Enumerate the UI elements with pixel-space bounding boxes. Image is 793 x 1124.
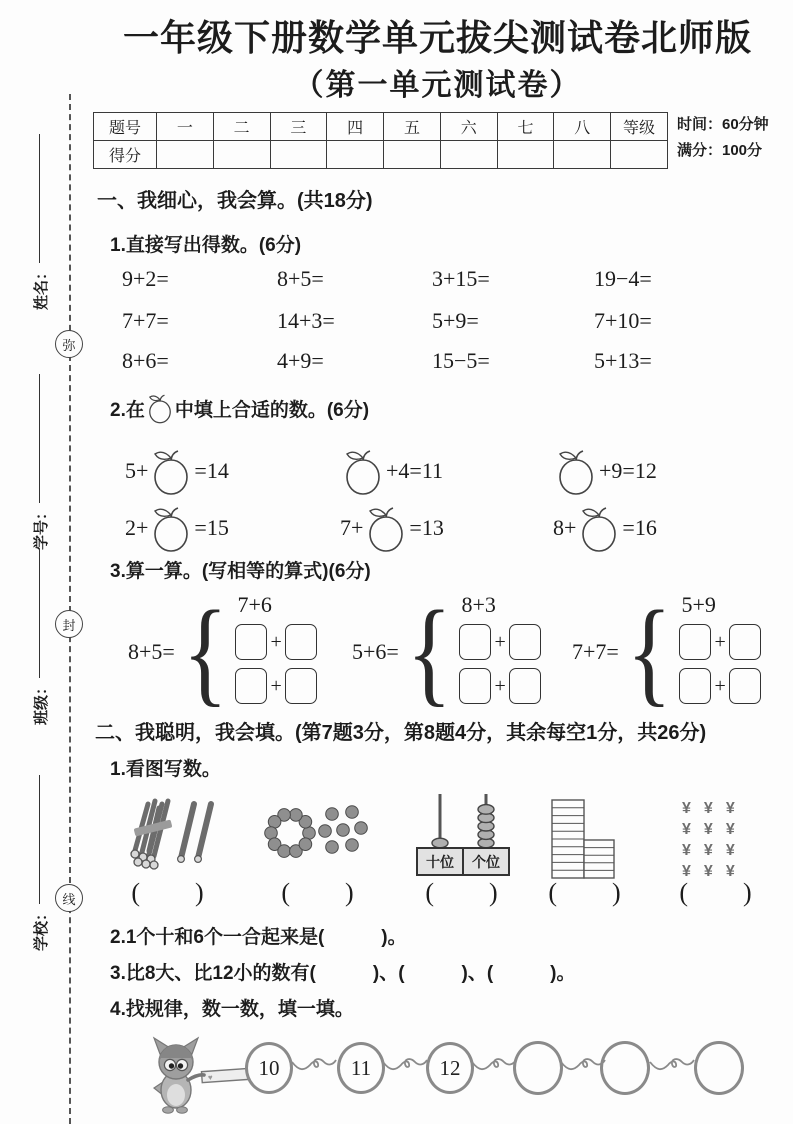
score-header-cell: 四 (327, 113, 384, 141)
apple-equation (553, 503, 657, 553)
answer-box (679, 624, 711, 660)
score-cell (497, 141, 554, 169)
block-stack-icon (550, 798, 618, 880)
seal-field-student-id-line (38, 374, 40, 503)
q3-options (235, 592, 316, 712)
q3-hint: 7+6 (237, 592, 272, 617)
apple-icon (148, 503, 194, 553)
apple-eq-post: +4=11 (386, 458, 443, 483)
score-cell (384, 141, 441, 169)
apple-eq-post: =15 (194, 515, 229, 540)
q3-answer-row (459, 624, 540, 660)
score-cell (327, 141, 384, 169)
seal-char-2: 封 (55, 610, 83, 638)
score-table-header-row (94, 113, 668, 141)
plus-sign: + (714, 630, 726, 653)
time-score-info (677, 112, 769, 165)
apple-eq-pre: 2+ (125, 515, 149, 540)
q2-title-pre: 2.在 (110, 399, 145, 421)
tally-mark: ¥ (703, 800, 713, 817)
apple-icon (340, 446, 386, 496)
q3-equation: 8+5= (128, 639, 175, 664)
section1-q1-title: 1.直接写出得数。(6分) (110, 235, 302, 256)
seal-field-school (29, 775, 51, 951)
score-table-score-row (94, 141, 668, 169)
seal-field-student-id-label: 学号： (33, 504, 50, 550)
section2-q2: 2.1个十和6个一合起来是( )。 (110, 927, 407, 948)
tally-mark: ¥ (682, 821, 691, 838)
seal-field-name (29, 134, 51, 310)
full-score: 满分：100分 (677, 142, 763, 160)
equation: 7+10= (594, 308, 652, 333)
section2-q3: 3.比8大、比12小的数有( )、( )、( )。 (110, 963, 576, 984)
sequence-circle-empty (513, 1041, 563, 1095)
q3-group-3 (572, 586, 761, 717)
plus-sign: + (714, 674, 726, 697)
q3-answer-row (459, 668, 540, 704)
equation: 9+2= (122, 266, 169, 291)
answer-box (235, 624, 267, 660)
equation: 8+5= (277, 266, 324, 291)
squiggle-connector (471, 1056, 517, 1076)
apple-eq-post: =13 (409, 515, 444, 540)
q3-options (459, 592, 540, 712)
score-header-cell: 五 (384, 113, 441, 141)
apple-equation (553, 446, 657, 496)
answer-box (235, 668, 267, 704)
equation: 5+13= (594, 348, 652, 373)
score-table (93, 112, 668, 169)
seal-field-name-line (38, 134, 40, 263)
answer-box (729, 668, 761, 704)
seal-char-1: 弥 (55, 330, 83, 358)
apple-icon (553, 446, 599, 496)
equation: 3+15= (432, 266, 490, 291)
seal-field-name-label: 姓名： (33, 264, 50, 310)
plus-sign: + (270, 674, 282, 697)
svg-text:♥: ♥ (207, 1072, 213, 1083)
seal-field-class (29, 549, 51, 725)
curly-brace: { (182, 586, 228, 717)
tally-marks-icon (682, 800, 735, 881)
q3-hint: 5+9 (681, 592, 716, 617)
equation: 19−4= (594, 266, 652, 291)
tally-mark: ¥ (703, 863, 713, 880)
abacus-ones-label: 个位 (472, 854, 500, 870)
answer-paren: ( ) (679, 878, 753, 907)
tally-mark: ¥ (725, 863, 735, 880)
apple-icon (148, 446, 194, 496)
sequence-circle-empty (600, 1041, 650, 1095)
tally-mark: ¥ (682, 863, 691, 880)
seal-field-student-id (29, 374, 51, 550)
equation: 14+3= (277, 308, 335, 333)
q3-answer-row (235, 624, 316, 660)
time-limit: 时间：60分钟 (677, 116, 769, 133)
seal-char-3: 线 (55, 884, 83, 912)
sequence-circle: 10 (245, 1042, 293, 1094)
answer-paren: ( ) (281, 878, 355, 907)
apple-eq-post: +9=12 (599, 458, 657, 483)
q1-row-2 (122, 308, 722, 334)
sequence-circle: 11 (337, 1042, 385, 1094)
apple-equation (125, 503, 229, 553)
section1-q3-title: 3.算一算。(写相等的算式)(6分) (110, 561, 371, 582)
score-cell (554, 141, 611, 169)
section2-q1-title: 1.看图写数。 (110, 759, 221, 780)
apple-icon (576, 503, 622, 553)
q3-options (679, 592, 760, 712)
page-title-line1: 一年级下册数学单元拔尖测试卷北师版 (122, 18, 752, 58)
q1-row-3 (122, 348, 722, 374)
stick-bundle-icon (118, 796, 224, 876)
score-header-cell: 等级 (611, 113, 668, 141)
apple-eq-post: =14 (194, 458, 229, 483)
answer-paren: ( ) (425, 878, 499, 907)
apple-eq-pre: 7+ (340, 515, 364, 540)
q3-equation: 5+6= (352, 639, 399, 664)
abacus-icon (415, 792, 511, 880)
tally-mark: ¥ (703, 821, 713, 838)
plus-sign: + (494, 630, 506, 653)
q3-answer-row (679, 624, 760, 660)
q3-answer-row (679, 668, 760, 704)
apple-eq-pre: 5+ (125, 458, 149, 483)
bead-ring-icon (262, 800, 372, 866)
q3-answer-row (235, 668, 316, 704)
equation: 7+7= (122, 308, 169, 333)
score-header-cell: 六 (440, 113, 497, 141)
q3-group-1 (128, 586, 317, 717)
curly-brace: { (406, 586, 452, 717)
page-title-line2: （第一单元测试卷） (293, 69, 582, 102)
seal-field-class-line (38, 549, 40, 678)
apple-equation (340, 503, 444, 553)
plus-sign: + (270, 630, 282, 653)
seal-field-school-line (38, 775, 40, 904)
sequence-circle-empty (694, 1041, 744, 1095)
score-header-cell: 八 (554, 113, 611, 141)
score-cell (157, 141, 214, 169)
score-cell (440, 141, 497, 169)
score-cell (213, 141, 270, 169)
answer-box (459, 624, 491, 660)
plus-sign: + (494, 674, 506, 697)
answer-box (509, 668, 541, 704)
apple-equation (125, 446, 229, 496)
tally-mark: ¥ (725, 842, 735, 859)
answer-box (509, 624, 541, 660)
apple-icon (363, 503, 409, 553)
tally-mark: ¥ (725, 800, 735, 817)
squiggle-connector (649, 1056, 695, 1076)
apple-eq-post: =16 (622, 515, 657, 540)
seal-field-class-label: 班级： (33, 679, 50, 725)
squiggle-connector (382, 1056, 428, 1076)
squiggle-connector (560, 1056, 606, 1076)
equation: 5+9= (432, 308, 479, 333)
q1-row-1 (122, 266, 722, 292)
tally-mark: ¥ (682, 800, 691, 817)
answer-box (285, 668, 317, 704)
q3-equation: 7+7= (572, 639, 619, 664)
answer-paren: ( ) (548, 878, 622, 907)
curly-brace: { (626, 586, 672, 717)
score-header-cell: 题号 (94, 113, 157, 141)
tally-mark: ¥ (703, 842, 713, 859)
score-cell (270, 141, 327, 169)
apple-icon (145, 392, 175, 424)
answer-box (285, 624, 317, 660)
section2-heading: 二、我聪明，我会填。(第7题3分，第8题4分，其余每空1分，共26分) (95, 722, 707, 744)
q3-group-2 (352, 586, 541, 717)
answer-paren: ( ) (131, 878, 205, 907)
apple-equation (340, 446, 443, 496)
score-row-label: 得分 (94, 141, 157, 169)
answer-box (729, 624, 761, 660)
score-cell (611, 141, 668, 169)
q3-hint: 8+3 (461, 592, 496, 617)
answer-box (459, 668, 491, 704)
sequence-circle: 12 (426, 1042, 474, 1094)
tally-mark: ¥ (725, 821, 735, 838)
section1-heading: 一、我细心，我会算。(共18分) (97, 190, 373, 212)
apple-eq-pre: 8+ (553, 515, 577, 540)
equation: 8+6= (122, 348, 169, 373)
seal-field-school-label: 学校： (33, 905, 50, 951)
score-header-cell: 二 (213, 113, 270, 141)
section1-q2-title (110, 392, 369, 424)
abacus-tens-label: 十位 (426, 854, 454, 870)
score-header-cell: 三 (270, 113, 327, 141)
equation: 15−5= (432, 348, 490, 373)
score-header-cell: 一 (157, 113, 214, 141)
squiggle-connector (291, 1056, 337, 1076)
seal-dashed-line (69, 94, 71, 1124)
equation: 4+9= (277, 348, 324, 373)
tally-mark: ¥ (682, 842, 691, 859)
answer-box (679, 668, 711, 704)
score-header-cell: 七 (497, 113, 554, 141)
q2-title-post: 中填上合适的数。(6分) (174, 399, 370, 421)
section2-q4: 4.找规律，数一数，填一填。 (110, 999, 354, 1020)
